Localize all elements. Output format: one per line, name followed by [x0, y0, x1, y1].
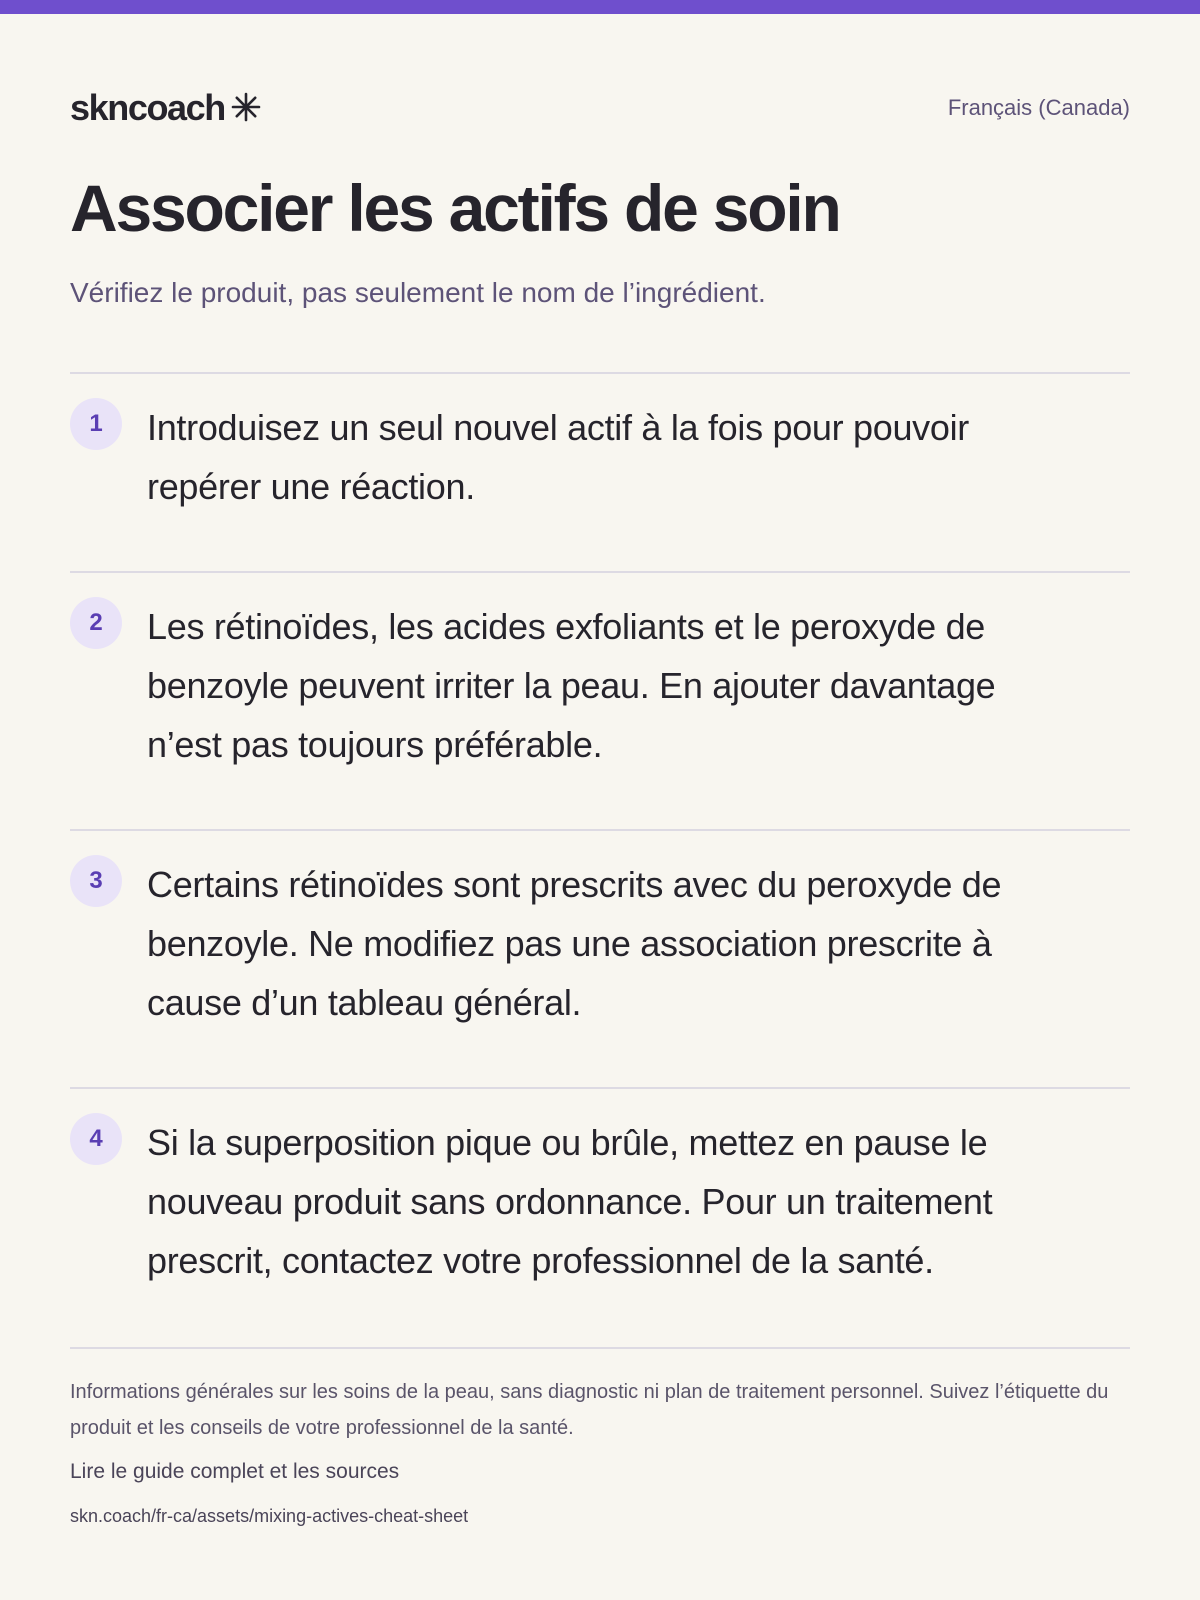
list-item-text: Introduisez un seul nouvel actif à la fois pour pouvoir repérer une réaction.: [147, 407, 969, 507]
step-number-badge: 2: [70, 597, 122, 649]
divider: [70, 571, 1130, 573]
source-url[interactable]: skn.coach/fr-ca/assets/mixing-actives-cheat-sheet: [70, 1506, 469, 1526]
top-accent-bar: [0, 0, 1200, 14]
divider: [70, 372, 1130, 374]
step-number-badge: 3: [70, 855, 122, 907]
full-guide-link[interactable]: Lire le guide complet et les sources: [70, 1460, 400, 1483]
list-item-text: Les rétinoïdes, les acides exfoliants et le peroxyde de benzoyle peuvent irriter la peau. En ajouter davantage n’est pas toujours préférable.: [147, 606, 996, 765]
brand-logo[interactable]: [70, 86, 261, 130]
language-selector[interactable]: Français (Canada): [947, 95, 1130, 120]
divider: [70, 829, 1130, 831]
page-subtitle: Vérifiez le produit, pas seulement le nom de l’ingrédient.: [70, 277, 766, 308]
header: [70, 86, 1130, 130]
disclaimer-text: Informations générales sur les soins de la peau, sans diagnostic ni plan de traitement personnel. Suivez l’étiquette du produit et les conseils de votre professionnel de la santé.: [70, 1381, 1109, 1439]
list-item-text: Certains rétinoïdes sont prescrits avec du peroxyde de benzoyle. Ne modifiez pas une association prescrite à cause d’un tableau général.: [147, 864, 1002, 1023]
brand-name: skncoach: [70, 87, 225, 128]
step-number-badge: 4: [70, 1113, 122, 1165]
page-title: Associer les actifs de soin: [70, 171, 840, 245]
divider: [70, 1347, 1130, 1349]
list-item-text: Si la superposition pique ou brûle, mettez en pause le nouveau produit sans ordonnance. Pour un traitement prescrit, contactez votre professionnel de la santé.: [147, 1122, 993, 1281]
step-number-badge: 1: [70, 398, 122, 450]
asterisk-icon: [231, 92, 261, 122]
divider: [70, 1087, 1130, 1089]
